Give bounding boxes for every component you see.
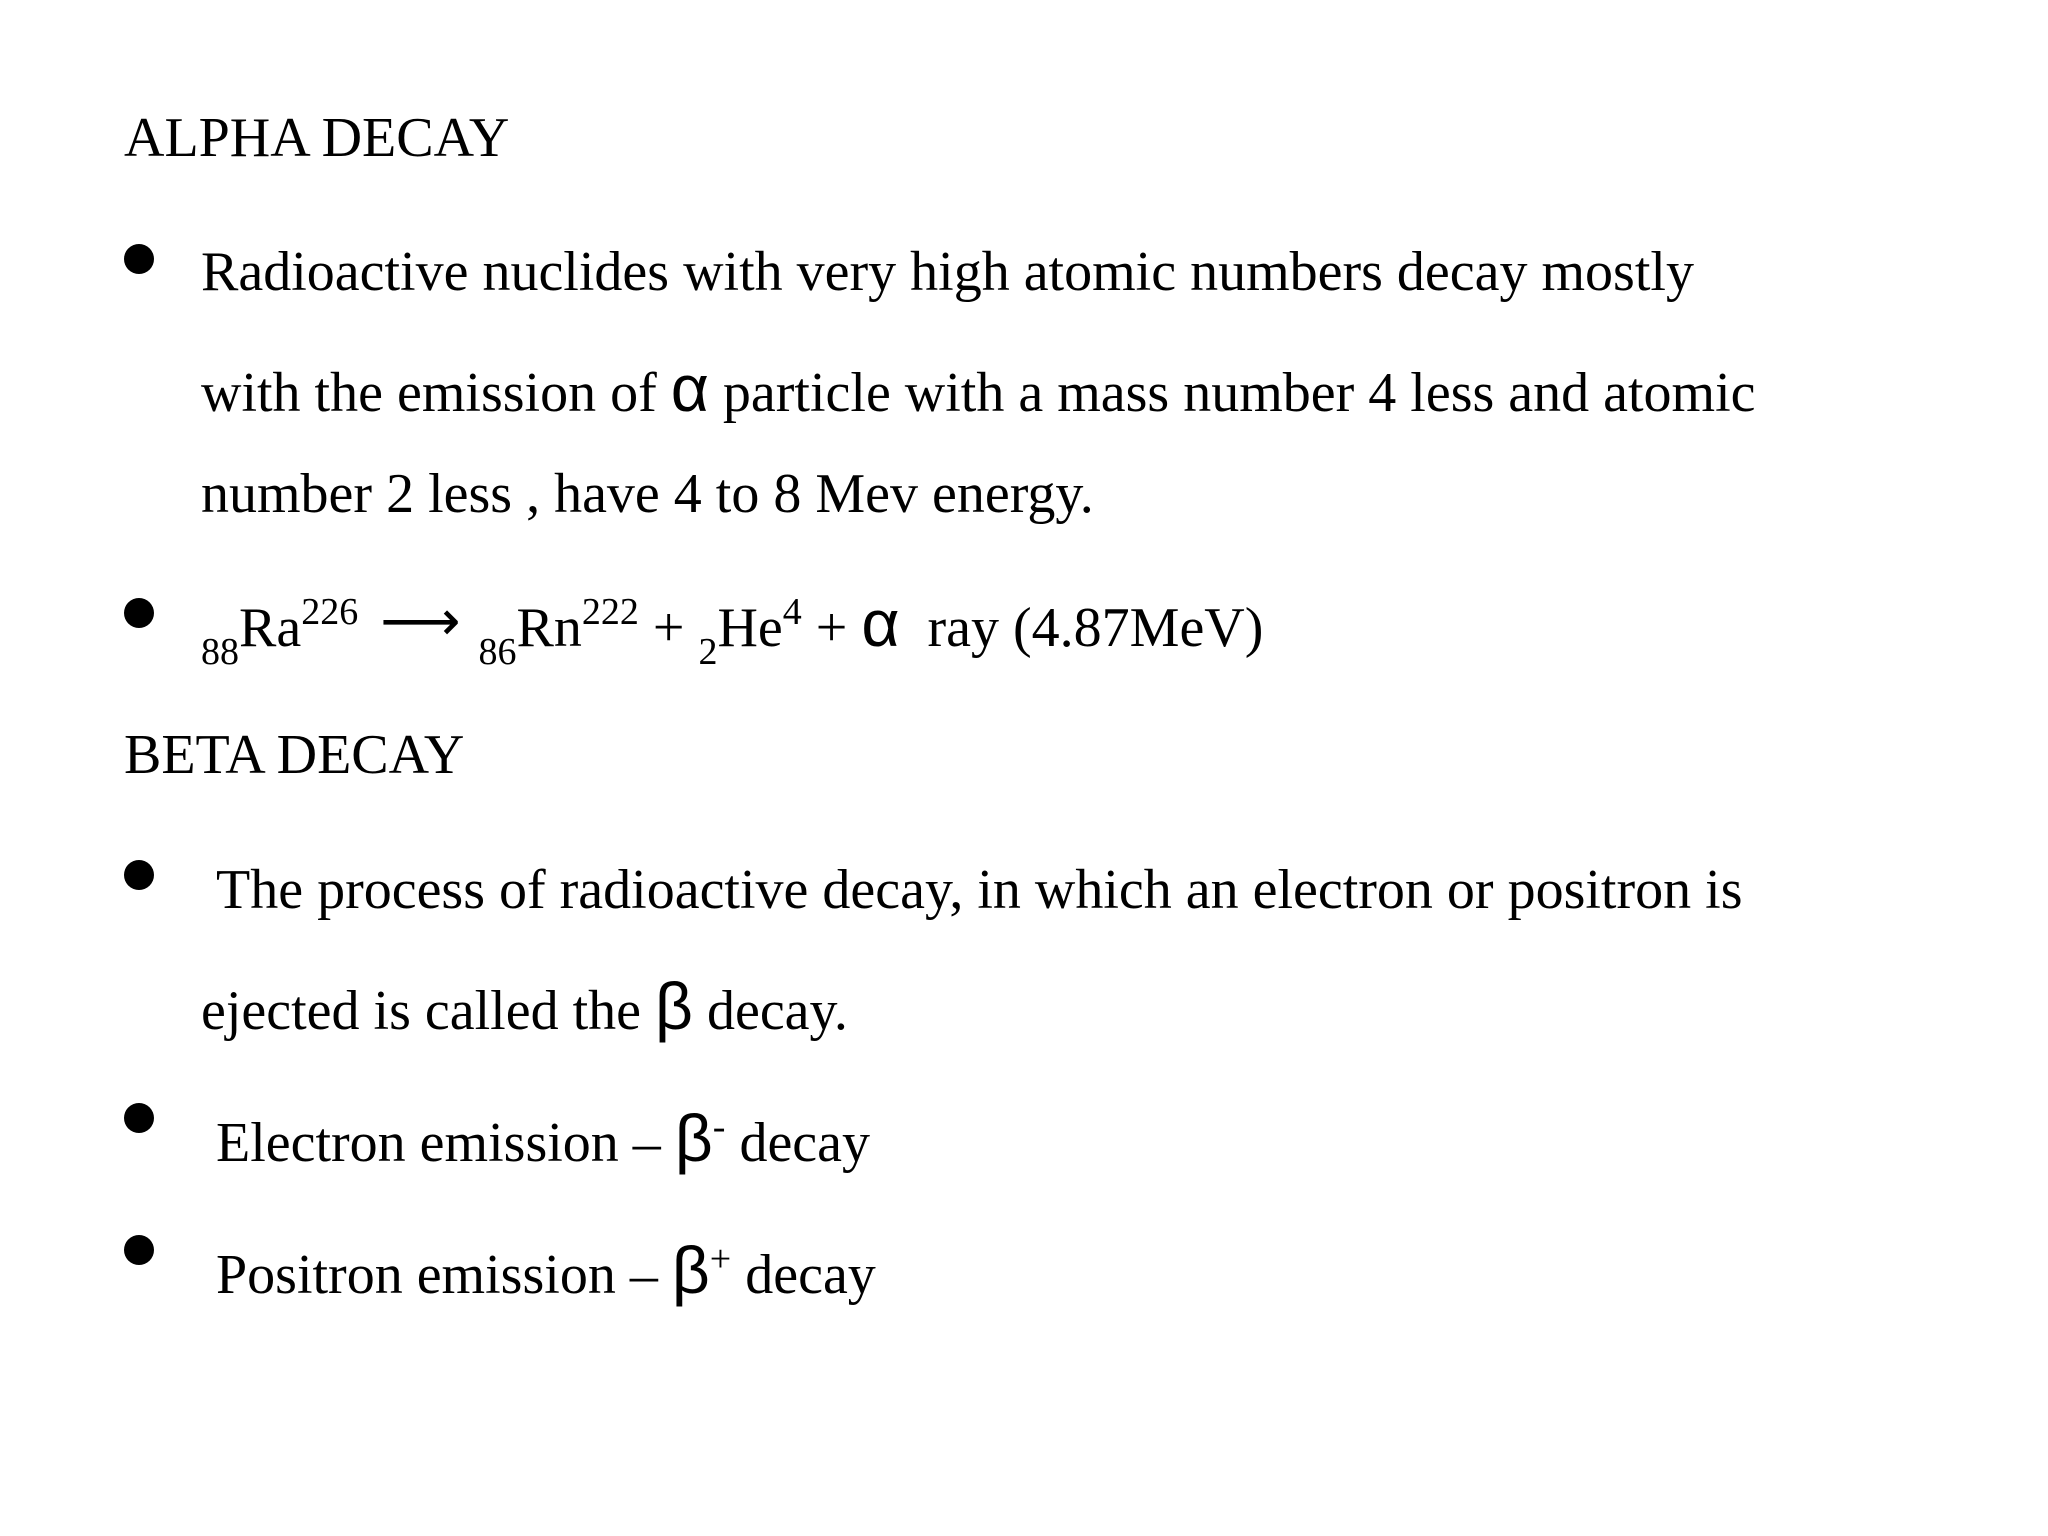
beta-decay-heading: BETA DECAY [124, 724, 465, 786]
alpha-decay-equation [201, 586, 1264, 673]
bullet-icon [124, 1235, 154, 1265]
bullet-icon [124, 860, 154, 890]
radon-mass-number: 222 [581, 591, 639, 633]
bullet-icon [124, 244, 154, 274]
bullet-icon [124, 598, 154, 628]
alpha-description-text: with the emission of [201, 362, 657, 424]
beta-plus-symbol: β [671, 1233, 710, 1307]
beta-definition-text: decay. [706, 980, 848, 1042]
positron-emission-label: Positron emission – [216, 1244, 658, 1306]
radium-symbol: Ra [239, 597, 302, 659]
beta-definition-line-2 [201, 969, 848, 1043]
plus-sign: + [652, 597, 685, 659]
alpha-symbol: α [670, 351, 709, 425]
electron-emission-label: Electron emission – [216, 1112, 661, 1174]
bullet-icon [124, 1103, 154, 1133]
beta-definition-text: ejected is called the [201, 980, 641, 1042]
radium-mass-number: 226 [301, 591, 359, 633]
alpha-description-text: particle with a mass number 4 less and atomic [722, 362, 1756, 424]
positron-emission-suffix: decay [745, 1244, 876, 1306]
alpha-description-line-1: Radioactive nuclides with very high atomic numbers decay mostly [201, 241, 1694, 303]
alpha-decay-heading: ALPHA DECAY [124, 107, 510, 169]
plus-sign: + [815, 597, 848, 659]
beta-minus-charge: - [712, 1106, 726, 1148]
electron-emission-suffix: decay [739, 1112, 871, 1174]
positron-emission-item [216, 1233, 876, 1307]
beta-symbol: β [655, 969, 693, 1043]
beta-plus-charge: + [709, 1238, 732, 1280]
beta-minus-symbol: β [674, 1101, 713, 1175]
helium-mass-number: 4 [782, 591, 802, 633]
alpha-ray-energy: ray (4.87MeV) [927, 597, 1264, 659]
radium-atomic-number: 88 [201, 631, 239, 673]
radon-symbol: Rn [516, 597, 582, 659]
beta-definition-line-1: The process of radioactive decay, in which an electron or positron is [216, 859, 1743, 921]
alpha-ray-symbol: α [861, 586, 900, 660]
alpha-description-line-2 [201, 351, 1756, 425]
radon-atomic-number: 86 [478, 631, 517, 673]
alpha-description-line-3: number 2 less , have 4 to 8 Mev energy. [201, 463, 1094, 525]
helium-atomic-number: 2 [698, 631, 718, 673]
electron-emission-item [216, 1101, 871, 1175]
helium-symbol: He [717, 597, 783, 659]
reaction-arrow-icon: ⟶ [380, 589, 461, 654]
